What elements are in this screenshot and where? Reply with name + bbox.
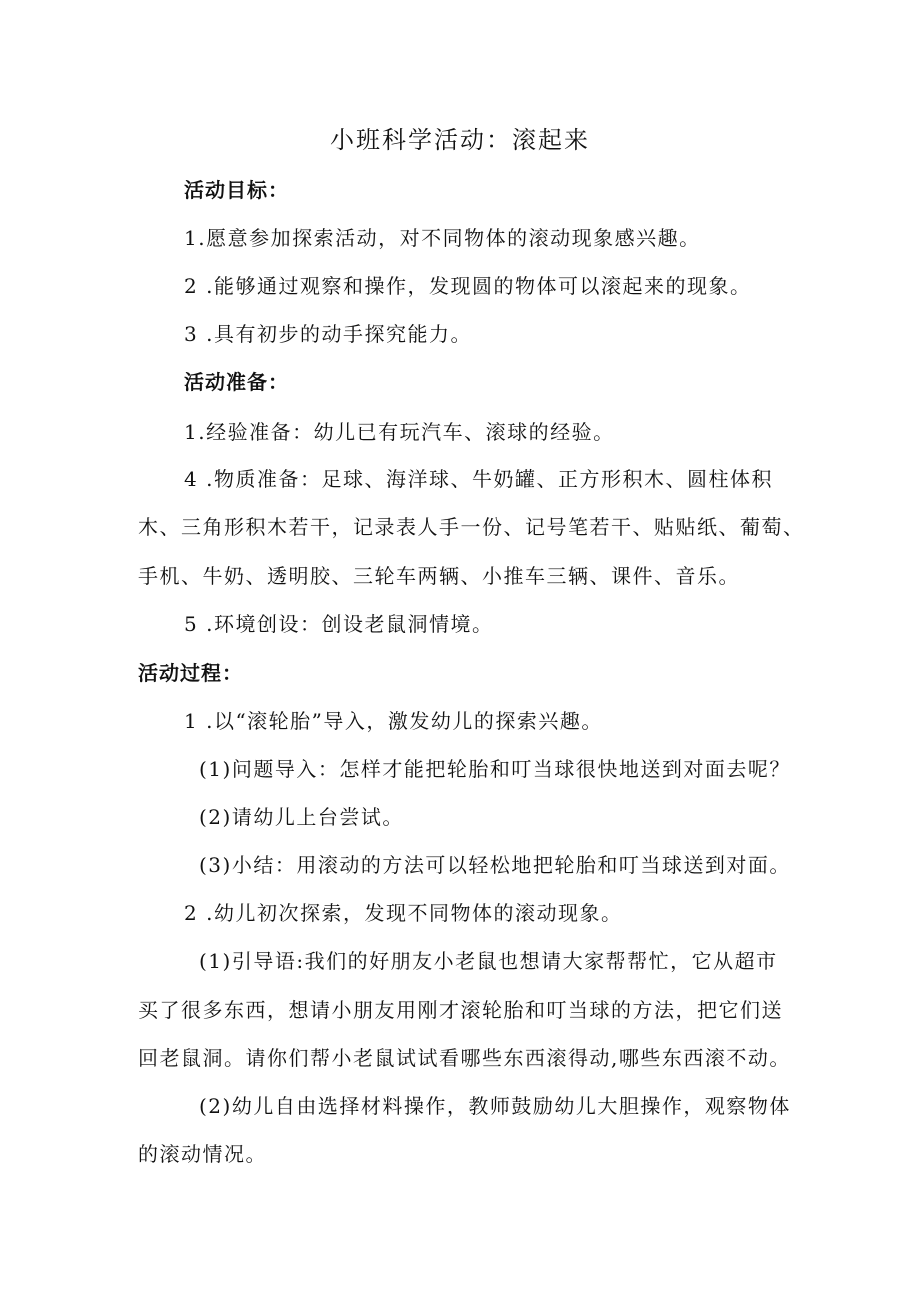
goal-item-3: 3 .具有初步的动手探究能力。 [184,322,472,346]
process-step-2-sub-1-line-3: 回老鼠洞。请你们帮小老鼠试试看哪些东西滚得动,哪些东西滚不动。 [138,1046,791,1070]
process-step-1-sub-1: (1)问题导入：怎样才能把轮胎和叮当球很快地送到对面去呢？ [199,757,791,781]
process-step-2-sub-1-line-1: (1)引导语:我们的好朋友小老鼠也想请大家帮帮忙，它从超市 [199,949,778,973]
preparation-item-5: 5 .环境创设：创设老鼠洞情境。 [184,612,494,636]
goal-item-1: 1.愿意参加探索活动，对不同物体的滚动现象感兴趣。 [184,226,701,250]
process-step-2-sub-1-line-2: 买了很多东西，想请小朋友用刚才滚轮胎和叮当球的方法，把它们送 [138,998,783,1022]
process-heading: 活动过程： [138,661,243,685]
preparation-heading: 活动准备： [184,370,289,394]
document-title: 小班科学活动：滚起来 [330,126,590,154]
goals-heading: 活动目标： [184,178,289,202]
process-step-2-sub-2-line-2: 的滚动情况。 [138,1142,267,1166]
preparation-item-4-line-1: 4 .物质准备：足球、海洋球、牛奶罐、正方形积木、圆柱体积 [184,467,773,491]
process-step-2: 2 .幼儿初次探索，发现不同物体的滚动现象。 [184,901,623,925]
process-step-1-sub-3: (3)小结：用滚动的方法可以轻松地把轮胎和叮当球送到对面。 [199,853,791,877]
goal-item-2: 2 .能够通过观察和操作，发现圆的物体可以滚起来的现象。 [184,274,752,298]
process-step-1: 1 .以“滚轮胎”导入，激发幼儿的探索兴趣。 [184,709,603,733]
process-step-1-sub-2: (2)请幼儿上台尝试。 [199,805,404,829]
preparation-item-4-line-3: 手机、牛奶、透明胶、三轮车两辆、小推车三辆、课件、音乐。 [138,564,740,588]
preparation-item-4-line-2: 木、三角形积木若干，记录表人手一份、记号笔若干、贴贴纸、葡萄、 [138,515,805,539]
preparation-item-1: 1.经验准备：幼儿已有玩汽车、滚球的经验。 [184,420,615,444]
process-step-2-sub-2-line-1: (2)幼儿自由选择材料操作，教师鼓励幼儿大胆操作，观察物体 [199,1094,791,1118]
